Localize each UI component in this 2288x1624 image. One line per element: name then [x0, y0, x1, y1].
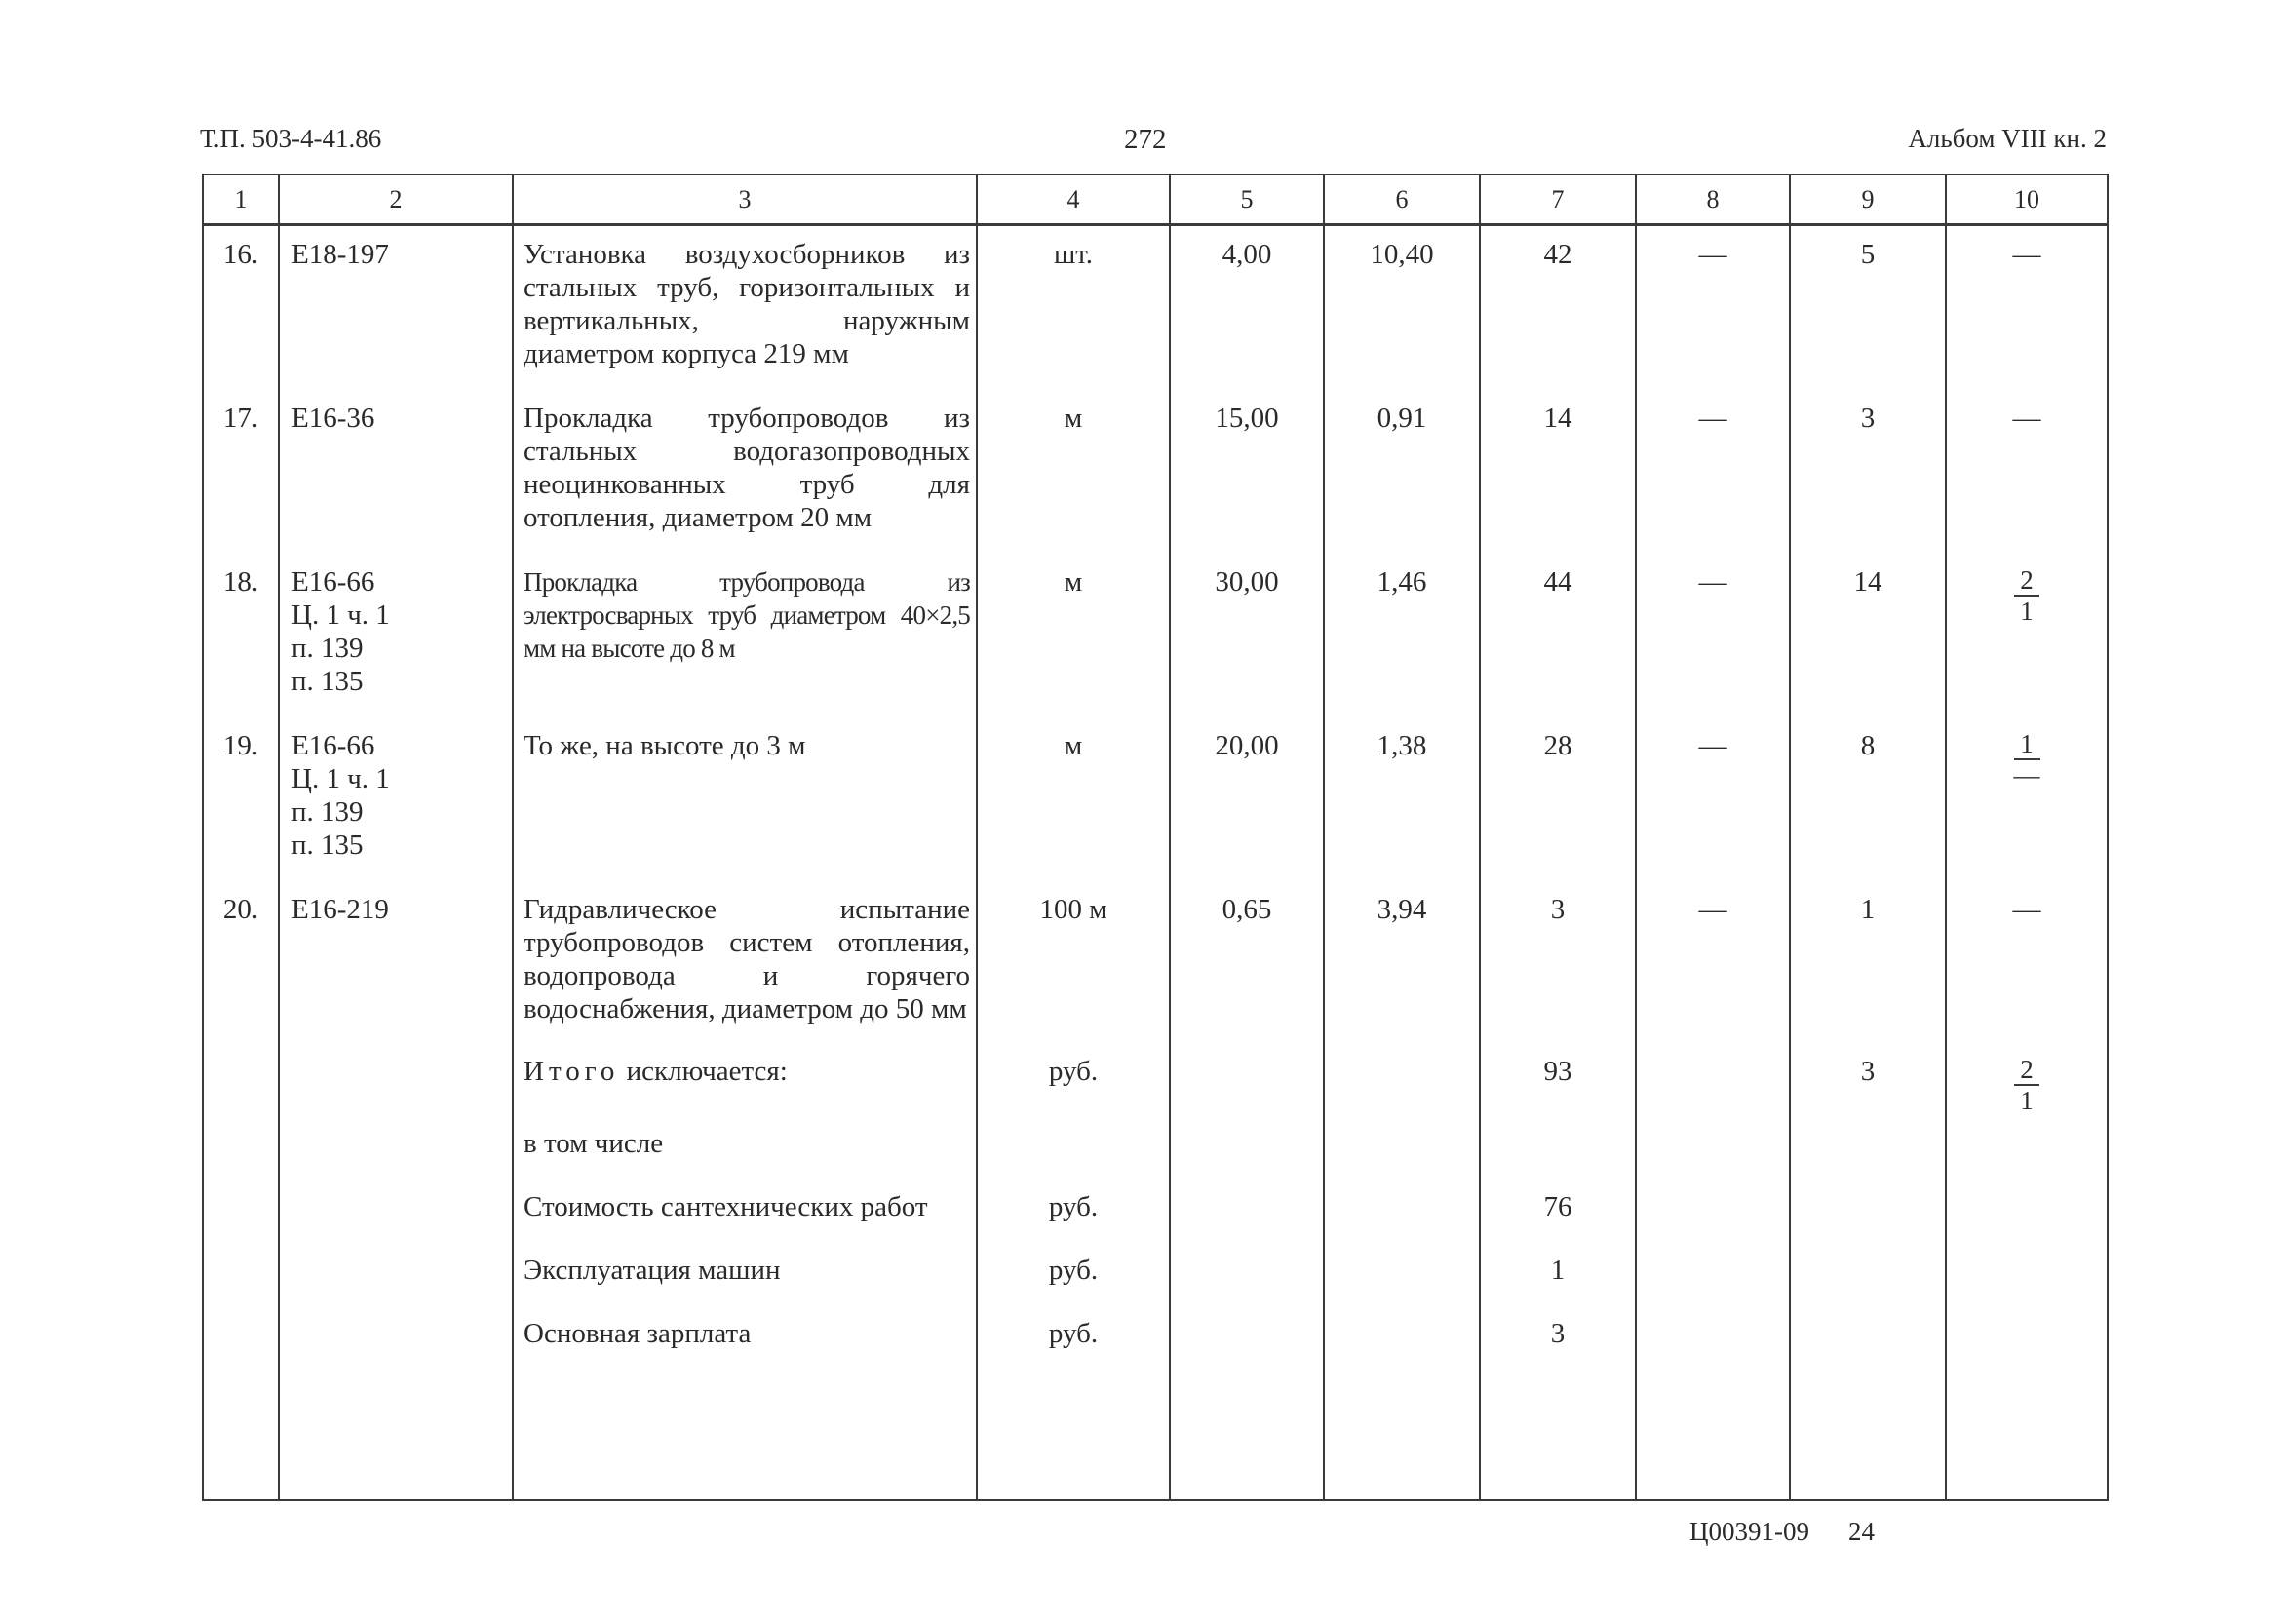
quantity: 4,00 [1170, 225, 1324, 391]
breakdown-unit: руб. [977, 1307, 1170, 1371]
breakdown-value: 3 [1480, 1307, 1636, 1371]
empty-cell [1946, 1180, 2108, 1244]
col-number: 3 [513, 174, 977, 225]
album-label: Альбом VIII кн. 2 [1908, 124, 2107, 153]
work-description: Установка воздухосборников из стальных труб, горизонтальных и вертикальных, наружным диаметром корпуса 219 мм [513, 225, 977, 391]
empty-cell [1636, 1117, 1790, 1180]
unit: м [977, 717, 1170, 881]
empty-cell [1324, 1045, 1480, 1117]
fraction-numerator: 2 [2014, 565, 2039, 597]
total-unit: руб. [977, 1045, 1170, 1117]
rate-code-line: Е16-36 [291, 403, 375, 434]
empty-cell [203, 1244, 279, 1307]
empty-cell [1170, 1307, 1324, 1371]
rate-code [279, 554, 513, 717]
col9-value: 8 [1790, 717, 1946, 881]
col9-value: 5 [1790, 225, 1946, 391]
empty-cell [279, 1045, 513, 1117]
total-cost: 44 [1480, 554, 1636, 717]
breakdown-row [203, 1180, 2108, 1244]
total-col10-fraction [1946, 1045, 2108, 1117]
including-row [203, 1117, 2108, 1180]
col10-fraction [1946, 554, 2108, 717]
rate-code-line: Е16-66 [291, 730, 375, 761]
breakdown-value: 76 [1480, 1180, 1636, 1244]
col8-value: — [1636, 881, 1790, 1045]
col10-value: — [1946, 390, 2108, 554]
empty-cell [513, 1371, 977, 1500]
empty-cell [1790, 1371, 1946, 1500]
total-col9: 3 [1790, 1045, 1946, 1117]
col-number: 6 [1324, 174, 1480, 225]
col-number: 10 [1946, 174, 2108, 225]
col9-value: 14 [1790, 554, 1946, 717]
empty-cell [1636, 1045, 1790, 1117]
total-cost: 28 [1480, 717, 1636, 881]
unit: 100 м [977, 881, 1170, 1045]
col-number: 4 [977, 174, 1170, 225]
unit: м [977, 390, 1170, 554]
row-number: 18. [203, 554, 279, 717]
col9-value: 3 [1790, 390, 1946, 554]
unit: шт. [977, 225, 1170, 391]
fraction-denominator: — [2013, 760, 2040, 790]
rate-code-line: Е16-219 [291, 894, 389, 925]
row-number: 20. [203, 881, 279, 1045]
col-number: 8 [1636, 174, 1790, 225]
empty-cell [1636, 1307, 1790, 1371]
col-number: 1 [203, 174, 279, 225]
table-row [203, 717, 2108, 881]
empty-cell [1480, 1117, 1636, 1180]
total-word: Итого [524, 1056, 620, 1087]
estimate-table [202, 174, 2107, 1501]
empty-cell [203, 1117, 279, 1180]
empty-cell [1324, 1307, 1480, 1371]
total-label [513, 1045, 977, 1117]
empty-cell [203, 1045, 279, 1117]
unit: м [977, 554, 1170, 717]
breakdown-row [203, 1307, 2108, 1371]
table-row [203, 554, 2108, 717]
empty-cell [279, 1180, 513, 1244]
fraction-numerator: 2 [2014, 1055, 2039, 1086]
col10-value: — [1946, 225, 2108, 391]
unit-price: 1,46 [1324, 554, 1480, 717]
empty-cell [1790, 1117, 1946, 1180]
page-footer [1689, 1517, 1875, 1547]
breakdown-row [203, 1244, 2108, 1307]
empty-cell [1324, 1117, 1480, 1180]
archive-code: Ц00391-09 [1689, 1517, 1809, 1546]
total-cost: 3 [1480, 881, 1636, 1045]
empty-cell [203, 1371, 279, 1500]
row-number: 19. [203, 717, 279, 881]
col-number: 2 [279, 174, 513, 225]
empty-cell [1636, 1244, 1790, 1307]
total-row [203, 1045, 2108, 1117]
empty-cell [1790, 1307, 1946, 1371]
empty-cell [203, 1307, 279, 1371]
empty-cell [279, 1371, 513, 1500]
work-description: То же, на высоте до 3 м [513, 717, 977, 881]
empty-cell [279, 1244, 513, 1307]
unit-price: 0,91 [1324, 390, 1480, 554]
breakdown-unit: руб. [977, 1180, 1170, 1244]
breakdown-value: 1 [1480, 1244, 1636, 1307]
empty-cell [1946, 1307, 2108, 1371]
empty-cell [977, 1117, 1170, 1180]
empty-cell [1170, 1045, 1324, 1117]
col10-value: — [1946, 881, 2108, 1045]
col-number: 5 [1170, 174, 1324, 225]
empty-cell [1480, 1371, 1636, 1500]
rate-code-line: п. 139 [291, 633, 364, 664]
breakdown-unit: руб. [977, 1244, 1170, 1307]
breakdown-label: Основная зарплата [513, 1307, 977, 1371]
work-description: Гидравлическое испытание трубопроводов систем отопления, водопровода и горячего водоснабжения, диаметром до 50 мм [513, 881, 977, 1045]
empty-cell [203, 1180, 279, 1244]
including-label: в том числе [513, 1117, 977, 1180]
rate-code-line: Е16-66 [291, 566, 375, 598]
work-description: Прокладка трубопровода из электросварных труб диаметром 40×2,5 мм на высоте до 8 м [513, 554, 977, 717]
row-number: 16. [203, 225, 279, 391]
col-number: 9 [1790, 174, 1946, 225]
rate-code-line: Е18-197 [291, 239, 389, 270]
breakdown-label: Стоимость сантехнических работ [513, 1180, 977, 1244]
unit-price: 1,38 [1324, 717, 1480, 881]
quantity: 20,00 [1170, 717, 1324, 881]
empty-cell [1790, 1244, 1946, 1307]
work-description: Прокладка трубопроводов из стальных водогазопроводных неоцинкованных труб для отопления, диаметром 20 мм [513, 390, 977, 554]
empty-cell [1170, 1180, 1324, 1244]
empty-cell [1324, 1180, 1480, 1244]
table-row [203, 881, 2108, 1045]
col8-value: — [1636, 554, 1790, 717]
empty-cell [1946, 1244, 2108, 1307]
quantity: 15,00 [1170, 390, 1324, 554]
empty-cell [977, 1371, 1170, 1500]
empty-cell [1170, 1244, 1324, 1307]
total-value: 93 [1480, 1045, 1636, 1117]
row-number: 17. [203, 390, 279, 554]
empty-cell [1324, 1244, 1480, 1307]
fraction-denominator: 1 [2020, 1086, 2034, 1115]
total-cost: 42 [1480, 225, 1636, 391]
col10-fraction [1946, 717, 2108, 881]
rate-code [279, 717, 513, 881]
table-row [203, 390, 2108, 554]
total-label-text: Итого исключается: [524, 1056, 788, 1087]
empty-cell [1790, 1180, 1946, 1244]
total-cost: 14 [1480, 390, 1636, 554]
rate-code-line: п. 139 [291, 796, 364, 828]
rate-code-line: Ц. 1 ч. 1 [291, 763, 390, 794]
empty-cell [279, 1117, 513, 1180]
rate-code-line: п. 135 [291, 830, 364, 861]
fraction-denominator: 1 [2020, 597, 2034, 626]
empty-cell [1636, 1371, 1790, 1500]
filler-row [203, 1371, 2108, 1500]
col-number: 7 [1480, 174, 1636, 225]
quantity: 0,65 [1170, 881, 1324, 1045]
sheet-number: 24 [1848, 1517, 1875, 1546]
empty-cell [1324, 1371, 1480, 1500]
col8-value: — [1636, 390, 1790, 554]
col9-value: 1 [1790, 881, 1946, 1045]
breakdown-label: Эксплуатация машин [513, 1244, 977, 1307]
table-row [203, 225, 2108, 391]
rate-code-line: Ц. 1 ч. 1 [291, 599, 390, 631]
empty-cell [279, 1307, 513, 1371]
rate-code-line: п. 135 [291, 666, 364, 697]
empty-cell [1170, 1117, 1324, 1180]
unit-price: 10,40 [1324, 225, 1480, 391]
page-number: 272 [1124, 124, 1167, 155]
rate-code [279, 225, 513, 391]
fraction-numerator: 1 [2014, 729, 2040, 760]
empty-cell [1946, 1117, 2108, 1180]
empty-cell [1946, 1371, 2108, 1500]
col8-value: — [1636, 225, 1790, 391]
empty-cell [1636, 1180, 1790, 1244]
unit-price: 3,94 [1324, 881, 1480, 1045]
empty-cell [1170, 1371, 1324, 1500]
col8-value: — [1636, 717, 1790, 881]
doc-code: Т.П. 503-4-41.86 [200, 124, 382, 153]
rate-code [279, 881, 513, 1045]
quantity: 30,00 [1170, 554, 1324, 717]
column-number-row [203, 174, 2108, 225]
rate-code [279, 390, 513, 554]
